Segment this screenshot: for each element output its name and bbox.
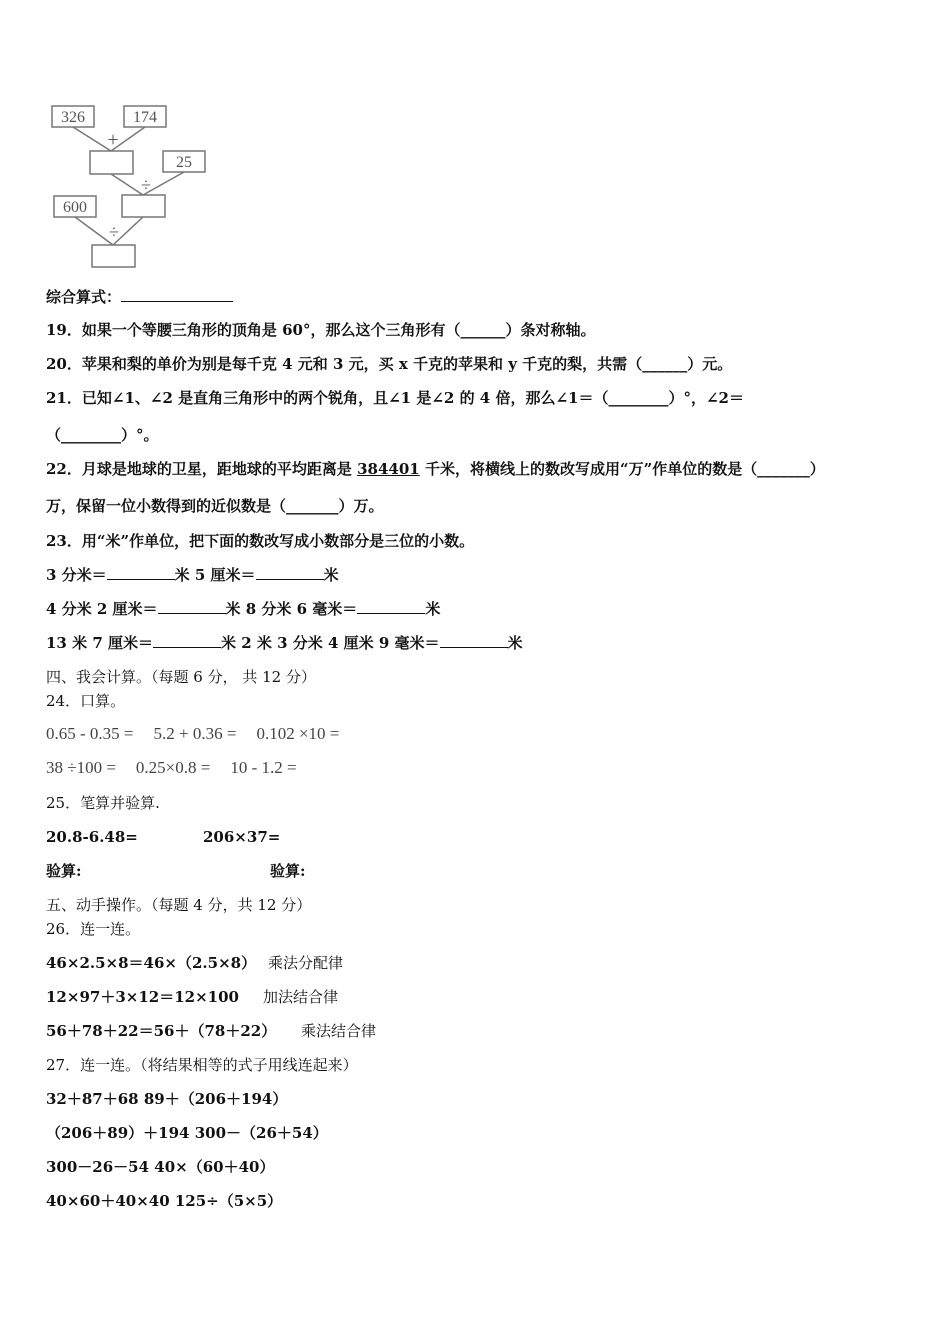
diagram-box-174: 174 [133, 109, 157, 126]
q18-label: 综合算式： [46, 288, 122, 306]
q24-title: 24．口算。 [46, 692, 126, 710]
q22-line2: 万，保留一位小数得到的近似数是（_______）万。 [46, 497, 384, 515]
q24-r1-1: 0.65 - 0.35 = [46, 724, 134, 743]
q23-title: 23．用“米”作单位，把下面的数改写成小数部分是三位的小数。 [46, 532, 475, 550]
q20: 20．苹果和梨的单价为别是每千克 4 元和 3 元，买 x 千克的苹果和 y 千克的梨，共需（______）元。 [46, 355, 733, 373]
q26-expr-3: 56＋78＋22＝56＋（78＋22） [46, 1022, 277, 1040]
q27-row-2: （206＋89）＋194 300－（26＋54） [46, 1124, 328, 1142]
q26-law-2: 加法结合律 [263, 988, 339, 1006]
q23-blank6[interactable] [440, 632, 508, 648]
q23-blank3[interactable] [158, 598, 226, 614]
q27-row-1: 32＋87＋68 89＋（206＋194） [46, 1090, 288, 1108]
section5-title: 五、动手操作。（每题 4 分，共 12 分） [46, 896, 312, 914]
q23-r1b: 米 5 厘米＝ [174, 566, 256, 584]
q26-expr-1: 46×2.5×8＝46×（2.5×8） [46, 954, 257, 972]
q23-r2b: 米 8 分米 6 毫米＝ [225, 600, 358, 618]
q25-check1: 验算: [46, 862, 82, 880]
diagram-box-25: 25 [176, 154, 192, 171]
q22-line1 [46, 459, 825, 479]
q23-r1c: 米 [323, 566, 339, 584]
divide-operator-1: ÷ [141, 175, 151, 195]
q24-row2 [46, 758, 297, 778]
q23-row3 [46, 632, 523, 653]
q23-blank2[interactable] [256, 564, 324, 580]
q23-blank5[interactable] [153, 632, 221, 648]
q25-title: 25．笔算并验算. [46, 794, 160, 812]
q26-law-1: 乘法分配律 [268, 954, 344, 972]
q21-line2: （________）°。 [46, 426, 159, 444]
q24-r1-3: 0.102 ×10 = [256, 724, 340, 743]
divide-operator-2: ÷ [109, 222, 119, 242]
q23-r2a: 4 分米 2 厘米＝ [46, 600, 158, 618]
plus-operator: + [107, 129, 119, 151]
diagram-box-326: 326 [61, 109, 85, 126]
q18-line [46, 286, 233, 307]
q23-r1a: 3 分米＝ [46, 566, 107, 584]
q21-line1: 21．已知∠1、∠2 是直角三角形中的两个锐角，且∠1 是∠2 的 4 倍，那么∠1＝（________）°，∠2＝ [46, 389, 744, 407]
q25-e2: 206×37= [203, 828, 281, 846]
q24-r2-2: 0.25×0.8 = [135, 758, 211, 777]
q24-r2-3: 10 - 1.2 = [230, 758, 297, 777]
q19: 19．如果一个等腰三角形的顶角是 60°，那么这个三角形有（______）条对称轴。 [46, 321, 596, 339]
q27-row-3: 300－26－54 40×（60＋40） [46, 1158, 275, 1176]
q23-r3b: 米 2 米 3 分米 4 厘米 9 毫米＝ [220, 634, 440, 652]
q22-part2: 千米，将横线上的数改写成用“万”作单位的数是（_______） [424, 460, 825, 478]
q24-r1-2: 5.2 + 0.36 = [153, 724, 237, 743]
q23-row2 [46, 598, 440, 619]
calculation-flow-diagram [0, 0, 950, 280]
q27-title: 27．连一连。（将结果相等的式子用线连起来） [46, 1056, 358, 1074]
q23-blank1[interactable] [107, 564, 175, 580]
q26-law-3: 乘法结合律 [301, 1022, 377, 1040]
q26-expr-2: 12×97＋3×12＝12×100 [46, 988, 239, 1006]
q25-e1: 20.8-6.48= [46, 828, 138, 846]
q23-r3c: 米 [507, 634, 523, 652]
section4-title: 四、我会计算。（每题 6 分， 共 12 分） [46, 668, 316, 686]
q23-r3a: 13 米 7 厘米＝ [46, 634, 153, 652]
q22-number: 384401 [357, 460, 420, 478]
q24-row1 [46, 724, 339, 744]
q22-part1: 22．月球是地球的卫星，距地球的平均距离是 [46, 460, 352, 478]
q26-title: 26．连一连。 [46, 920, 141, 938]
diagram-box-600: 600 [63, 199, 87, 216]
q23-blank4[interactable] [357, 598, 425, 614]
q24-r2-1: 38 ÷100 = [46, 758, 116, 777]
q25-check2: 验算: [270, 862, 306, 880]
q27-row-4: 40×60＋40×40 125÷（5×5） [46, 1192, 283, 1210]
q23-r2c: 米 [425, 600, 441, 618]
q18-answer-blank[interactable] [121, 286, 233, 302]
q23-row1 [46, 564, 339, 585]
